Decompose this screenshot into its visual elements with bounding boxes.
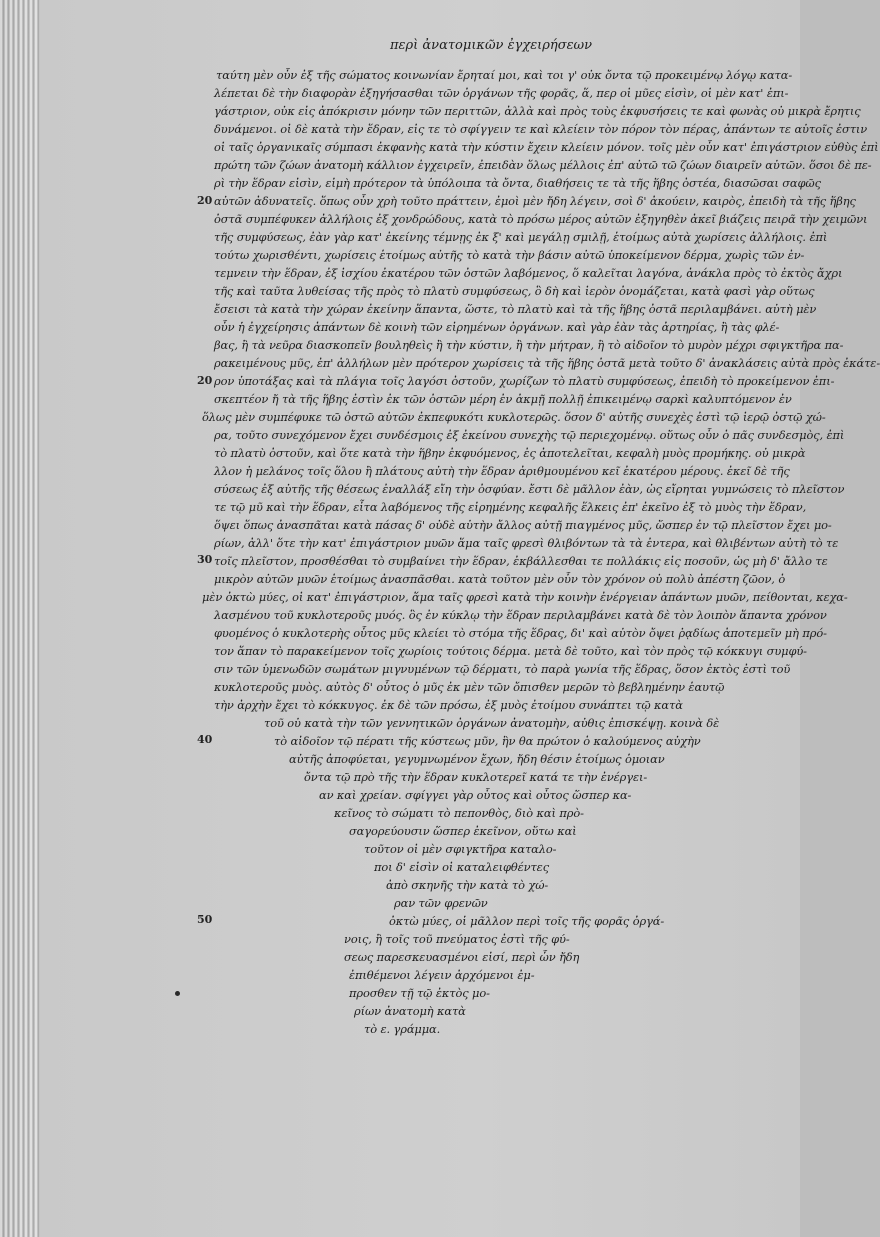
text-line: ρίων ἀνατομὴ κατὰ (354, 1004, 466, 1018)
line-number: 20 (197, 374, 213, 387)
text-line: ὅψει ὅπως ἀνασπᾶται κατὰ πάσας δ' οὐδὲ αὐτὴν ἄλλος αὐτῇ πιαγμένος μῦς, ὥσπερ ἐν τῷ πλεῖστον ἔχει μο- (214, 518, 832, 532)
text-line: τεμνειν τὴν ἕδραν, ἐξ ἰσχίου ἐκατέρου τῶν ὀστῶν λαβόμενος, ὅ καλεῖται λαγόνα, ἀνάκλα πρὸς τὸ ἐκτὸς ἄχρι (214, 266, 843, 280)
text-line: τε τῷ μῦ καὶ τὴν ἕδραν, εἶτα λαβόμενος τῆς εἰρημένης κεφαλῆς ἕλκεις ἐπ' ἐκεῖνο ἐξ τὸ μυὸς τὴν ἕδραν, (214, 500, 807, 514)
text-line: τὴν ἀρχὴν ἔχει τὸ κόκκυγος. ἐκ δὲ τῶν πρόσω, ἐξ μυὸς ἐτοίμου συνάπτει τῷ κατὰ (214, 698, 683, 712)
text-line: ἐπιθέμενοι λέγειν ἀρχόμενοι ἐμ- (349, 968, 535, 982)
text-line: σύσεως ἐξ αὐτῆς τῆς θέσεως ἐναλλάξ εἴη τὴν ὀσφύαν. ἔστι δὲ μᾶλλον ἐὰν, ὡς εἴρηται γυμνώσεις τὸ πλεῖστον (214, 482, 845, 496)
text-line: τούτω χωρισθέντι, χωρίσεις ἑτοίμως αὐτῆς τὸ κατὰ τὴν βάσιν αὐτῶ ὑποκείμενον δέρμα, χωρὶς τῶν ἐν- (214, 248, 805, 262)
text-line: τὸ ε. γράμμα. (364, 1022, 441, 1036)
text-line: δυνάμενοι. οἱ δὲ κατὰ τὴν ἕδραν, εἰς τε τὸ σφίγγειν τε καὶ κλείειν τὸν πόρον τὸν πέρας, ἀπάντων τε αὐτοῖς ἐστιν (214, 122, 868, 136)
line-number: 30 (197, 553, 213, 566)
text-line: ταύτη μὲν οὖν ἐξ τῆς σώματος κοινωνίαν ἔρηταί μοι, καὶ τοι γ' οὐκ ὄντα τῷ προκειμένῳ λόγῳ κατα- (216, 68, 793, 82)
text-line: σιν τῶν ὑμενωδῶν σωμάτων μιγνυμένων τῷ δέρματι, τὸ παρὰ γωνία τῆς ἕδρας, ὅσον ἐκτὸς ἐστὶ τοῦ (214, 662, 791, 676)
text-line: λέπεται δὲ τὴν διαφορὰν ἐξηγήσασθαι τῶν ὀργάνων τῆς φορᾶς, ἅ, περ οἱ μῦες εἰσὶν, οἱ μὲν κατ' ἐπι- (214, 86, 789, 100)
line-number: 40 (197, 733, 213, 746)
book-binding-edge (0, 0, 40, 1237)
text-line: σαγορεύουσιν ὥσπερ ἐκεῖνον, οὕτω καὶ (349, 824, 577, 838)
text-line: ρὶ τὴν ἕδραν εἰσὶν, εἰμὴ πρότερον τὰ ὑπόλοιπα τὰ ὄντα, διαθήσεις τε τὰ τῆς ἥβης ὀστέα, διασῶσαι σαφῶς (214, 176, 821, 190)
text-line: ὄντα τῷ πρὸ τῆς τὴν ἕδραν κυκλοτερεῖ κατά τε τὴν ἐνέργει- (304, 770, 648, 784)
text-line: σκεπτέον ἤ τὰ τῆς ἥβης ἐστὶν ἐκ τῶν ὀστῶν μέρη ἐν ἀκμῇ πολλῇ ἐπικειμένῳ σαρκὶ καλυπτόμενον ἐν (214, 392, 792, 406)
line-number: 50 (197, 913, 213, 926)
text-line: ὅλως μὲν συμπέφυκε τῶ ὀστῶ αὐτῶν ἐκπεφυκότι κυκλοτερῶς. ὅσον δ' αὐτῆς συνεχὲς ἐστὶ τῷ ἱερῷ ὀστῷ χώ- (202, 410, 826, 424)
text-line: ὀστᾶ συμπέφυκεν ἀλλήλοις ἐξ χονδρώδους, κατὰ τὸ πρόσω μέρος αὐτῶν ἐξηγηθὲν ἀκεῖ βιάζεις πειρᾶ τὴν χειμῶνι (214, 212, 868, 226)
text-line: ραν τῶν φρενῶν (394, 896, 488, 910)
text-line: οὖν ἡ ἐγχείρησις ἁπάντων δὲ κοινὴ τῶν εἰρημένων ὀργάνων. καὶ γὰρ ἐὰν τὰς ἀρτηρίας, ἢ τὰς φλέ- (214, 320, 780, 334)
text-line: τοῦ οὐ κατὰ τὴν τῶν γεννητικῶν ὀργάνων ἀνατομὴν, αὐθις ἐπισκέψῃ. κοινὰ δὲ (264, 716, 720, 730)
text-line: βας, ἢ τὰ νεῦρα διασκοπεῖν βουληθεὶς ἢ τὴν κύστιν, ἢ τὴν μήτραν, ἢ τὸ αἰδοῖον τὸ μυρὸν μέχρι σφιγκτῆρα πα- (214, 338, 844, 352)
text-line: αὐτῶν ἀδυνατεῖς. ὅπως οὖν χρὴ τοῦτο πράττειν, ἐμοὶ μὲν ἤδη λέγειν, σοὶ δ' ἀκούειν, καιρὸς, ἐπειδὴ τὰ τῆς ἥβης (214, 194, 856, 208)
running-header: περὶ ἀνατομικῶν ἐγχειρήσεων (390, 38, 593, 53)
text-line: ρίων, ἀλλ' ὅτε τὴν κατ' ἐπιγάστριον μυῶν ἅμα ταῖς φρεσὶ θλιβόντων τὰ τὰ ἐντερα, καὶ θλιβέντων αὐτὴ τὸ τε (214, 536, 839, 550)
text-line: ἔσεισι τὰ κατὰ τὴν χώραν ἐκείνην ἅπαντα, ὥστε, τὸ πλατὺ καὶ τὰ τῆς ἥβης ὀστᾶ περιλαμβάνει. αὐτὴ μὲν (214, 302, 817, 316)
text-line: γάστριον, οὐκ εἰς ἀπόκρισιν μόνην τῶν περιττῶν, ἀλλὰ καὶ πρὸς τοὺς ἐκφυσήσεις τε καὶ φωνὰς οὐ μικρὰ ἔρητις (214, 104, 861, 118)
text-line: αν καὶ χρείαν. σφίγγει γὰρ οὗτος καὶ οὗτος ὥσπερ κα- (319, 788, 632, 802)
text-line: ποι δ' εἰσὶν οἱ καταλειφθέντες (374, 860, 549, 874)
text-line: φυομένος ὁ κυκλοτερὴς οὗτος μῦς κλείει τὸ στόμα τῆς ἕδρας, δι' καὶ αὐτὸν ὄψει ῥᾳδίως ἀποτεμεῖν μὴ πρό- (214, 626, 827, 640)
text-line: ὀκτὼ μύες, οἱ μᾶλλον περὶ τοῖς τῆς φορᾶς ὀργά- (389, 914, 665, 928)
text-line: τῆς καὶ ταῦτα λυθείσας τῆς πρὸς τὸ πλατὺ συμφύσεως, ὃ δὴ καὶ ἱερὸν ὀνομάζεται, κατὰ φασὶ γὰρ οὕτως (214, 284, 815, 298)
text-line: πρώτη τῶν ζώων ἀνατομὴ κάλλιον ἐγχειρεῖν, ἐπειδὰν ὅλως μέλλοις ἐπ' αὐτῶ τῶ ζώων διαιρεῖν αὐτῶν. ὅσοι δὲ πε- (214, 158, 872, 172)
text-line: κυκλοτεροῦς μυὸς. αὐτὸς δ' οὗτος ὁ μῦς ἐκ μὲν τῶν ὄπισθεν μερῶν τὸ βεβλημένην ἑαυτῷ (214, 680, 725, 694)
text-line: προσθεν τῇ τῷ ἐκτὸς μο- (349, 986, 490, 1000)
text-line: τὸ αἰδοῖον τῷ πέρατι τῆς κύστεως μῦν, ἣν θα πρώτον ὁ καλούμενος αὐχὴν (274, 734, 701, 748)
text-line: ρακειμένους μῦς, ἐπ' ἀλλήλων μὲν πρότερον χωρίσεις τὰ τῆς ἥβης ὀστᾶ μετὰ τοῦτο δ' ἀνακλάσεις αὐτὰ πρὸς ἐκάτε- (214, 356, 880, 370)
text-line: οἱ ταῖς ὀργανικαῖς σύμπασι ἐκφανὴς κατὰ τὴν κύστιν ἔχειν κλείειν μόνον. τοῖς μὲν οὖν κατ' ἐπιγάστριον εὐθὺς ἐπὶ (214, 140, 879, 154)
text-line: ἀπὸ σκηνῆς τὴν κατὰ τὸ χώ- (386, 878, 549, 892)
text-line: λασμένου τοῦ κυκλοτεροῦς μυός. ὃς ἐν κύκλῳ τὴν ἕδραν περιλαμβάνει κατὰ δὲ τὸν λοιπὸν ἅπαντα χρόνον (214, 608, 827, 622)
text-line: τον ἅπαν τὸ παρακείμενον τοῖς χωρίοις τούτοις δέρμα. μετὰ δὲ τοῦτο, καὶ τὸν πρὸς τῷ κόκκυγι συμφύ- (214, 644, 807, 658)
ink-spot (175, 991, 180, 996)
text-line: νοις, ἢ τοῖς τοῦ πνεύματος ἐστὶ τῆς φύ- (344, 932, 570, 946)
text-line: ρα, τοῦτο συνεχόμενον ἔχει συνδέσμοις ἐξ ἐκείνου συνεχὴς τῷ περιεχομένῳ. οὕτως οὖν ὁ πᾶς συνδεσμὸς, ἐπὶ (214, 428, 845, 442)
text-line: λλον ἡ μελάνος τοῖς ὅλου ἢ πλάτους αὐτὴ τὴν ἕδραν ἀριθμουμένου κεῖ ἐκατέρου μέρους. ἐκεῖ δὲ τῆς (214, 464, 790, 478)
text-line: τῆς συμφύσεως, ἐὰν γὰρ κατ' ἐκείνης τέμνῃς ἐκ ξ' καὶ μεγάλῃ σμιλῇ, ἑτοίμως αὐτὰ χωρίσεις ἀλλήλοις. ἐπὶ (214, 230, 828, 244)
text-line: αὐτῆς ἀποφύεται, γεγυμνωμένον ἔχων, ἤδη θέσιν ἑτοίμως ὁμοιαν (289, 752, 665, 766)
text-line: κεῖνος τὸ σώματι τὸ πεπονθὸς, διὸ καὶ πρὸ- (334, 806, 584, 820)
text-line: μικρὸν αὐτῶν μυῶν ἑτοίμως ἀνασπᾶσθαι. κατὰ τοῦτον μὲν οὖν τὸν χρόνον οὐ πολὺ ἀπέστη ζῶον, ὁ (214, 572, 786, 586)
text-line: ρον ὑποτάξας καὶ τὰ πλάγια τοῖς λαγόσι ὀστοῦν, χωρίζων τὸ πλατὺ συμφύσεως, ἐπειδὴ τὸ προκείμενον ἐπι- (214, 374, 835, 388)
text-line: τοῖς πλεῖστον, προσθέσθαι τὸ συμβαίνει τὴν ἕδραν, ἐκβάλλεσθαι τε πολλάκις εἰς ποσοῦν, ὡς μὴ δ' ἄλλο τε (214, 554, 828, 568)
text-line: μὲν ὀκτὼ μύες, οἱ κατ' ἐπιγάστριον, ἅμα ταῖς φρεσὶ κατὰ τὴν κοινὴν ἐνέργειαν ἀπάντων μυῶν, πείθονται, κεχα- (202, 590, 848, 604)
text-line: σεως παρεσκευασμένοι εἰσί, περὶ ὧν ἤδη (344, 950, 580, 964)
text-line: τὸ πλατὺ ὀστοῦν, καὶ ὅτε κατὰ τὴν ἥβην ἐκφυόμενος, ἐς ἀποτελεῖται, κεφαλὴ μυὸς προμήκης. οὐ μικρὰ (214, 446, 806, 460)
text-line: τοῦτον οἱ μὲν σφιγκτῆρα καταλο- (364, 842, 557, 856)
line-number: 20 (197, 194, 213, 207)
